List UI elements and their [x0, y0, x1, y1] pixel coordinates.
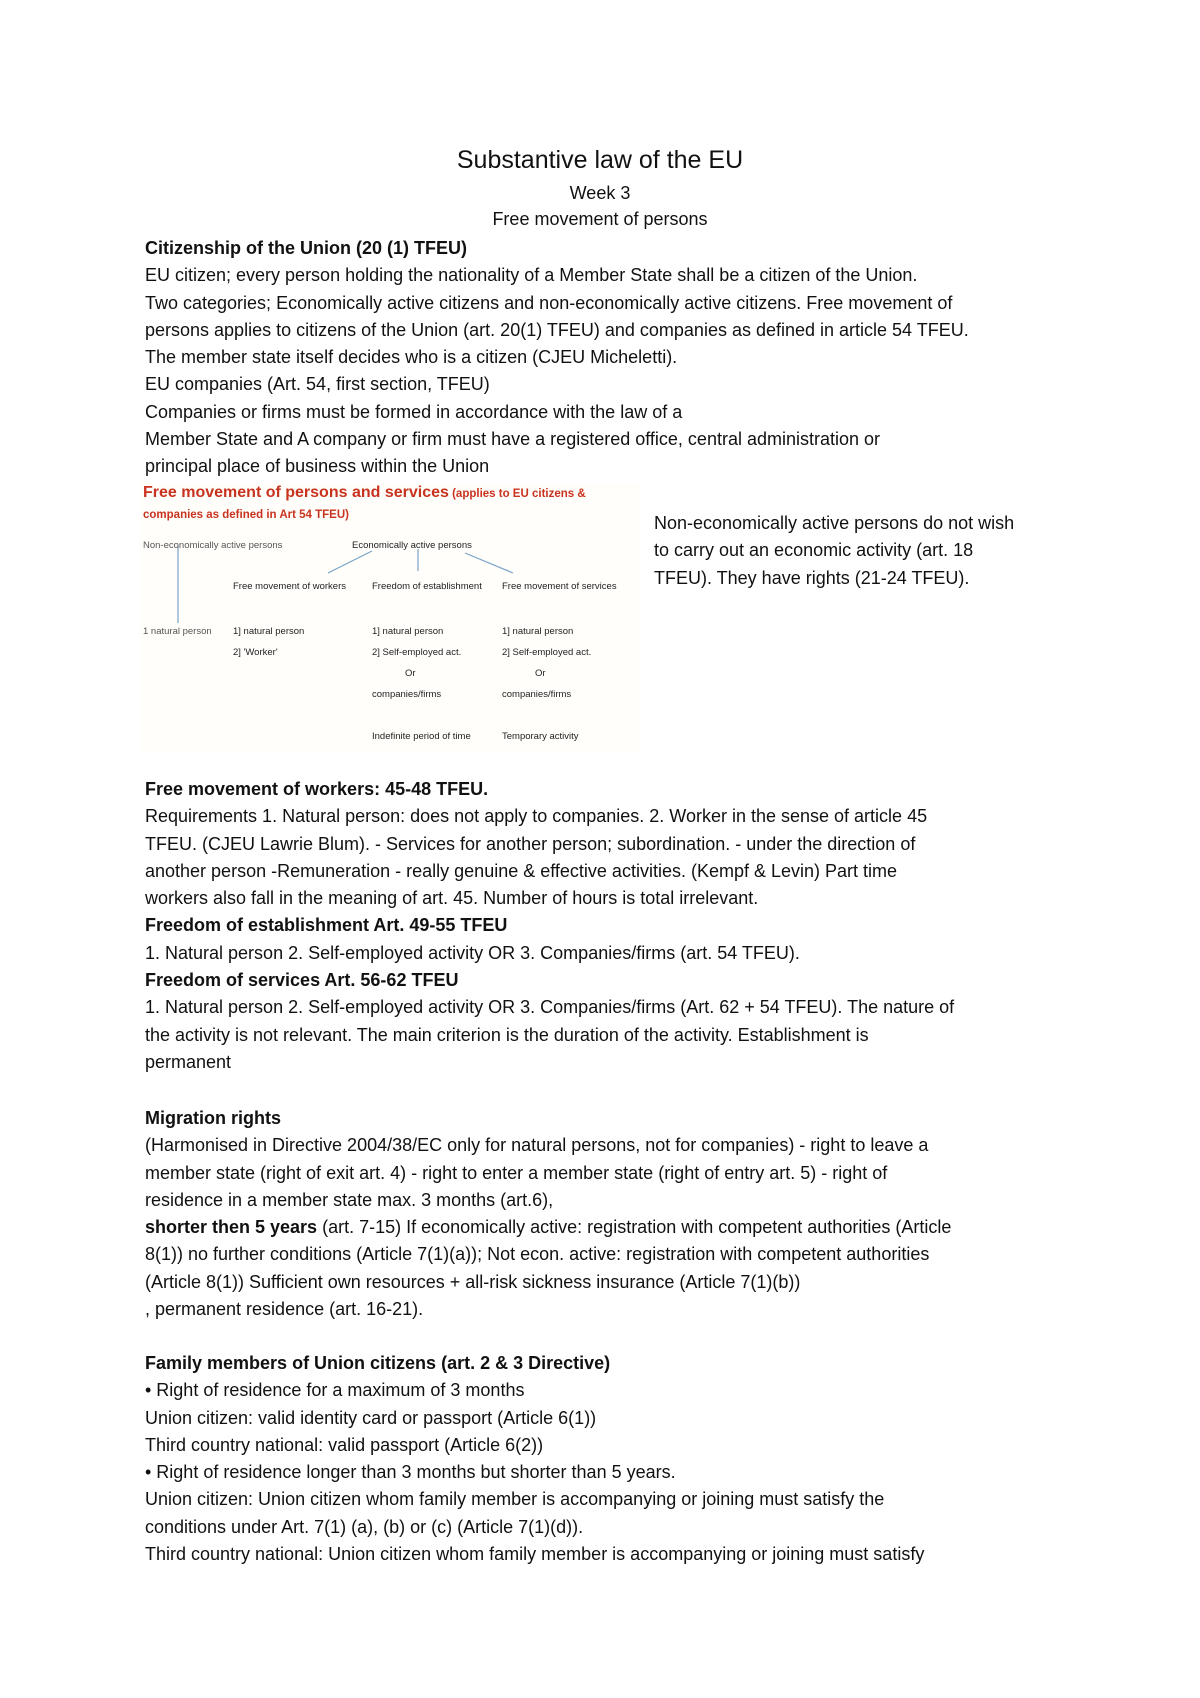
- citizenship-line: EU citizen; every person holding the nationality of a Member State shall be a citizen of the Union.: [145, 265, 918, 286]
- diagram-title-note-2: companies as defined in Art 54 TFEU): [143, 509, 349, 521]
- services-duration: Temporary activity: [502, 731, 579, 742]
- family-line: • Right of residence for a maximum of 3 months: [145, 1380, 525, 1401]
- workers-line: Requirements 1. Natural person: does not apply to companies. 2. Worker in the sense of article 45: [145, 806, 928, 827]
- freedoms-section: [145, 776, 1075, 1076]
- establishment-item: companies/firms: [372, 689, 442, 700]
- family-line: • Right of residence longer than 3 months but shorter than 5 years.: [145, 1462, 676, 1483]
- migration-line: member state (right of exit art. 4) - right to enter a member state (right of entry art. 5) - right of: [145, 1162, 888, 1183]
- non-econ-item: 1 natural person: [143, 626, 212, 637]
- citizenship-line: principal place of business within the Union: [145, 456, 490, 477]
- citizenship-section: [145, 235, 1075, 481]
- citizenship-line: EU companies (Art. 54, first section, TFEU): [145, 374, 490, 395]
- services-item: 1] natural person: [502, 626, 574, 637]
- services-column-label: Free movement of services: [502, 581, 617, 592]
- services-item: 2] Self-employed act.: [502, 647, 592, 658]
- services-item: companies/firms: [502, 689, 572, 700]
- workers-column-label: Free movement of workers: [233, 581, 346, 592]
- establishment-item: 2] Self-employed act.: [372, 647, 462, 658]
- family-line: Third country national: Union citizen whom family member is accompanying or joining must satisfy: [145, 1544, 925, 1565]
- migration-line: (Harmonised in Directive 2004/38/EC only for natural persons, not for companies) - right to leave a: [145, 1135, 929, 1156]
- citizenship-line: Companies or firms must be formed in accordance with the law of a: [145, 401, 683, 422]
- migration-line: 8(1)) no further conditions (Article 7(1)(a)); Not econ. active: registration with competent authorities: [145, 1244, 930, 1265]
- migration-line: (Article 8(1)) Sufficient own resources + all-risk sickness insurance (Article 7(1)(b)): [145, 1271, 801, 1292]
- family-line: Third country national: valid passport (Article 6(2)): [145, 1434, 544, 1455]
- citizenship-line: Two categories; Economically active citizens and non-economically active citizens. Free movement of: [145, 292, 953, 313]
- migration-line: , permanent residence (art. 16-21).: [145, 1299, 424, 1320]
- establishment-column-label: Freedom of establishment: [372, 581, 482, 592]
- family-line: Union citizen: valid identity card or passport (Article 6(1)): [145, 1407, 597, 1428]
- family-section: [145, 1350, 1075, 1568]
- migration-heading: Migration rights: [145, 1108, 281, 1128]
- family-heading: Family members of Union citizens (art. 2 & 3 Directive): [145, 1353, 611, 1373]
- workers-line: another person -Remuneration - really genuine & effective activities. (Kempf & Levin) Part time: [145, 860, 898, 881]
- document-title: Substantive law of the EU: [456, 146, 744, 174]
- family-line: conditions under Art. 7(1) (a), (b) or (c) (Article 7(1)(d)).: [145, 1516, 584, 1537]
- citizenship-line: persons applies to citizens of the Union (art. 20(1) TFEU) and companies as defined in article 54 TFEU.: [145, 319, 969, 340]
- non-econ-note: [654, 510, 1084, 592]
- free-movement-diagram: [140, 483, 640, 753]
- citizenship-line: Member State and A company or firm must have a registered office, central administration or: [145, 429, 881, 450]
- note-line: TFEU). They have rights (21-24 TFEU).: [654, 567, 970, 588]
- connector-workers: [328, 551, 372, 573]
- week-subtitle: Week 3: [569, 183, 631, 203]
- workers-item: 1] natural person: [233, 626, 305, 637]
- services-or: Or: [535, 668, 546, 679]
- note-line: Non-economically active persons do not wish: [654, 513, 1015, 533]
- migration-bold-phrase: shorter then 5 years: [145, 1217, 318, 1238]
- services-heading: Freedom of services Art. 56-62 TFEU: [145, 970, 459, 991]
- workers-item: 2] 'Worker': [233, 647, 278, 658]
- connector-services: [465, 553, 513, 573]
- topic-subtitle: Free movement of persons: [492, 209, 708, 229]
- note-line: to carry out an economic activity (art. 18: [654, 540, 974, 561]
- family-line: Union citizen: Union citizen whom family member is accompanying or joining must satisfy the: [145, 1489, 885, 1510]
- workers-line: workers also fall in the meaning of art. 45. Number of hours is total irrelevant.: [145, 888, 759, 909]
- non-econ-label: Non-economically active persons: [143, 540, 283, 551]
- diagram-connectors: [140, 483, 640, 753]
- citizenship-line: The member state itself decides who is a citizen (CJEU Micheletti).: [145, 347, 678, 368]
- diagram-title-main: Free movement of persons and services: [143, 484, 449, 501]
- establishment-or: Or: [405, 668, 416, 679]
- diagram-title-note: (applies to EU citizens &: [448, 488, 586, 500]
- citizenship-heading: Citizenship of the Union (20 (1) TFEU): [145, 238, 467, 258]
- workers-line: TFEU. (CJEU Lawrie Blum). - Services for another person; subordination. - under the direction of: [145, 833, 916, 854]
- migration-line: residence in a member state max. 3 months (art.6),: [145, 1189, 554, 1210]
- services-line: 1. Natural person 2. Self-employed activity OR 3. Companies/firms (Art. 62 + 54 TFEU). The nature of: [145, 997, 955, 1018]
- migration-line-rest: (art. 7-15) If economically active: registration with competent authorities (Article: [317, 1217, 952, 1238]
- workers-heading: Free movement of workers: 45-48 TFEU.: [145, 779, 489, 799]
- establishment-duration: Indefinite period of time: [372, 731, 471, 742]
- establishment-heading: Freedom of establishment Art. 49-55 TFEU: [145, 915, 508, 936]
- establishment-item: 1] natural person: [372, 626, 444, 637]
- services-line: the activity is not relevant. The main criterion is the duration of the activity. Establishment is: [145, 1024, 869, 1045]
- econ-label: Economically active persons: [352, 540, 472, 551]
- migration-line: [145, 1214, 1075, 1241]
- services-line: permanent: [145, 1051, 232, 1072]
- migration-section: [145, 1105, 1075, 1323]
- establishment-line: 1. Natural person 2. Self-employed activity OR 3. Companies/firms (art. 54 TFEU).: [145, 942, 800, 963]
